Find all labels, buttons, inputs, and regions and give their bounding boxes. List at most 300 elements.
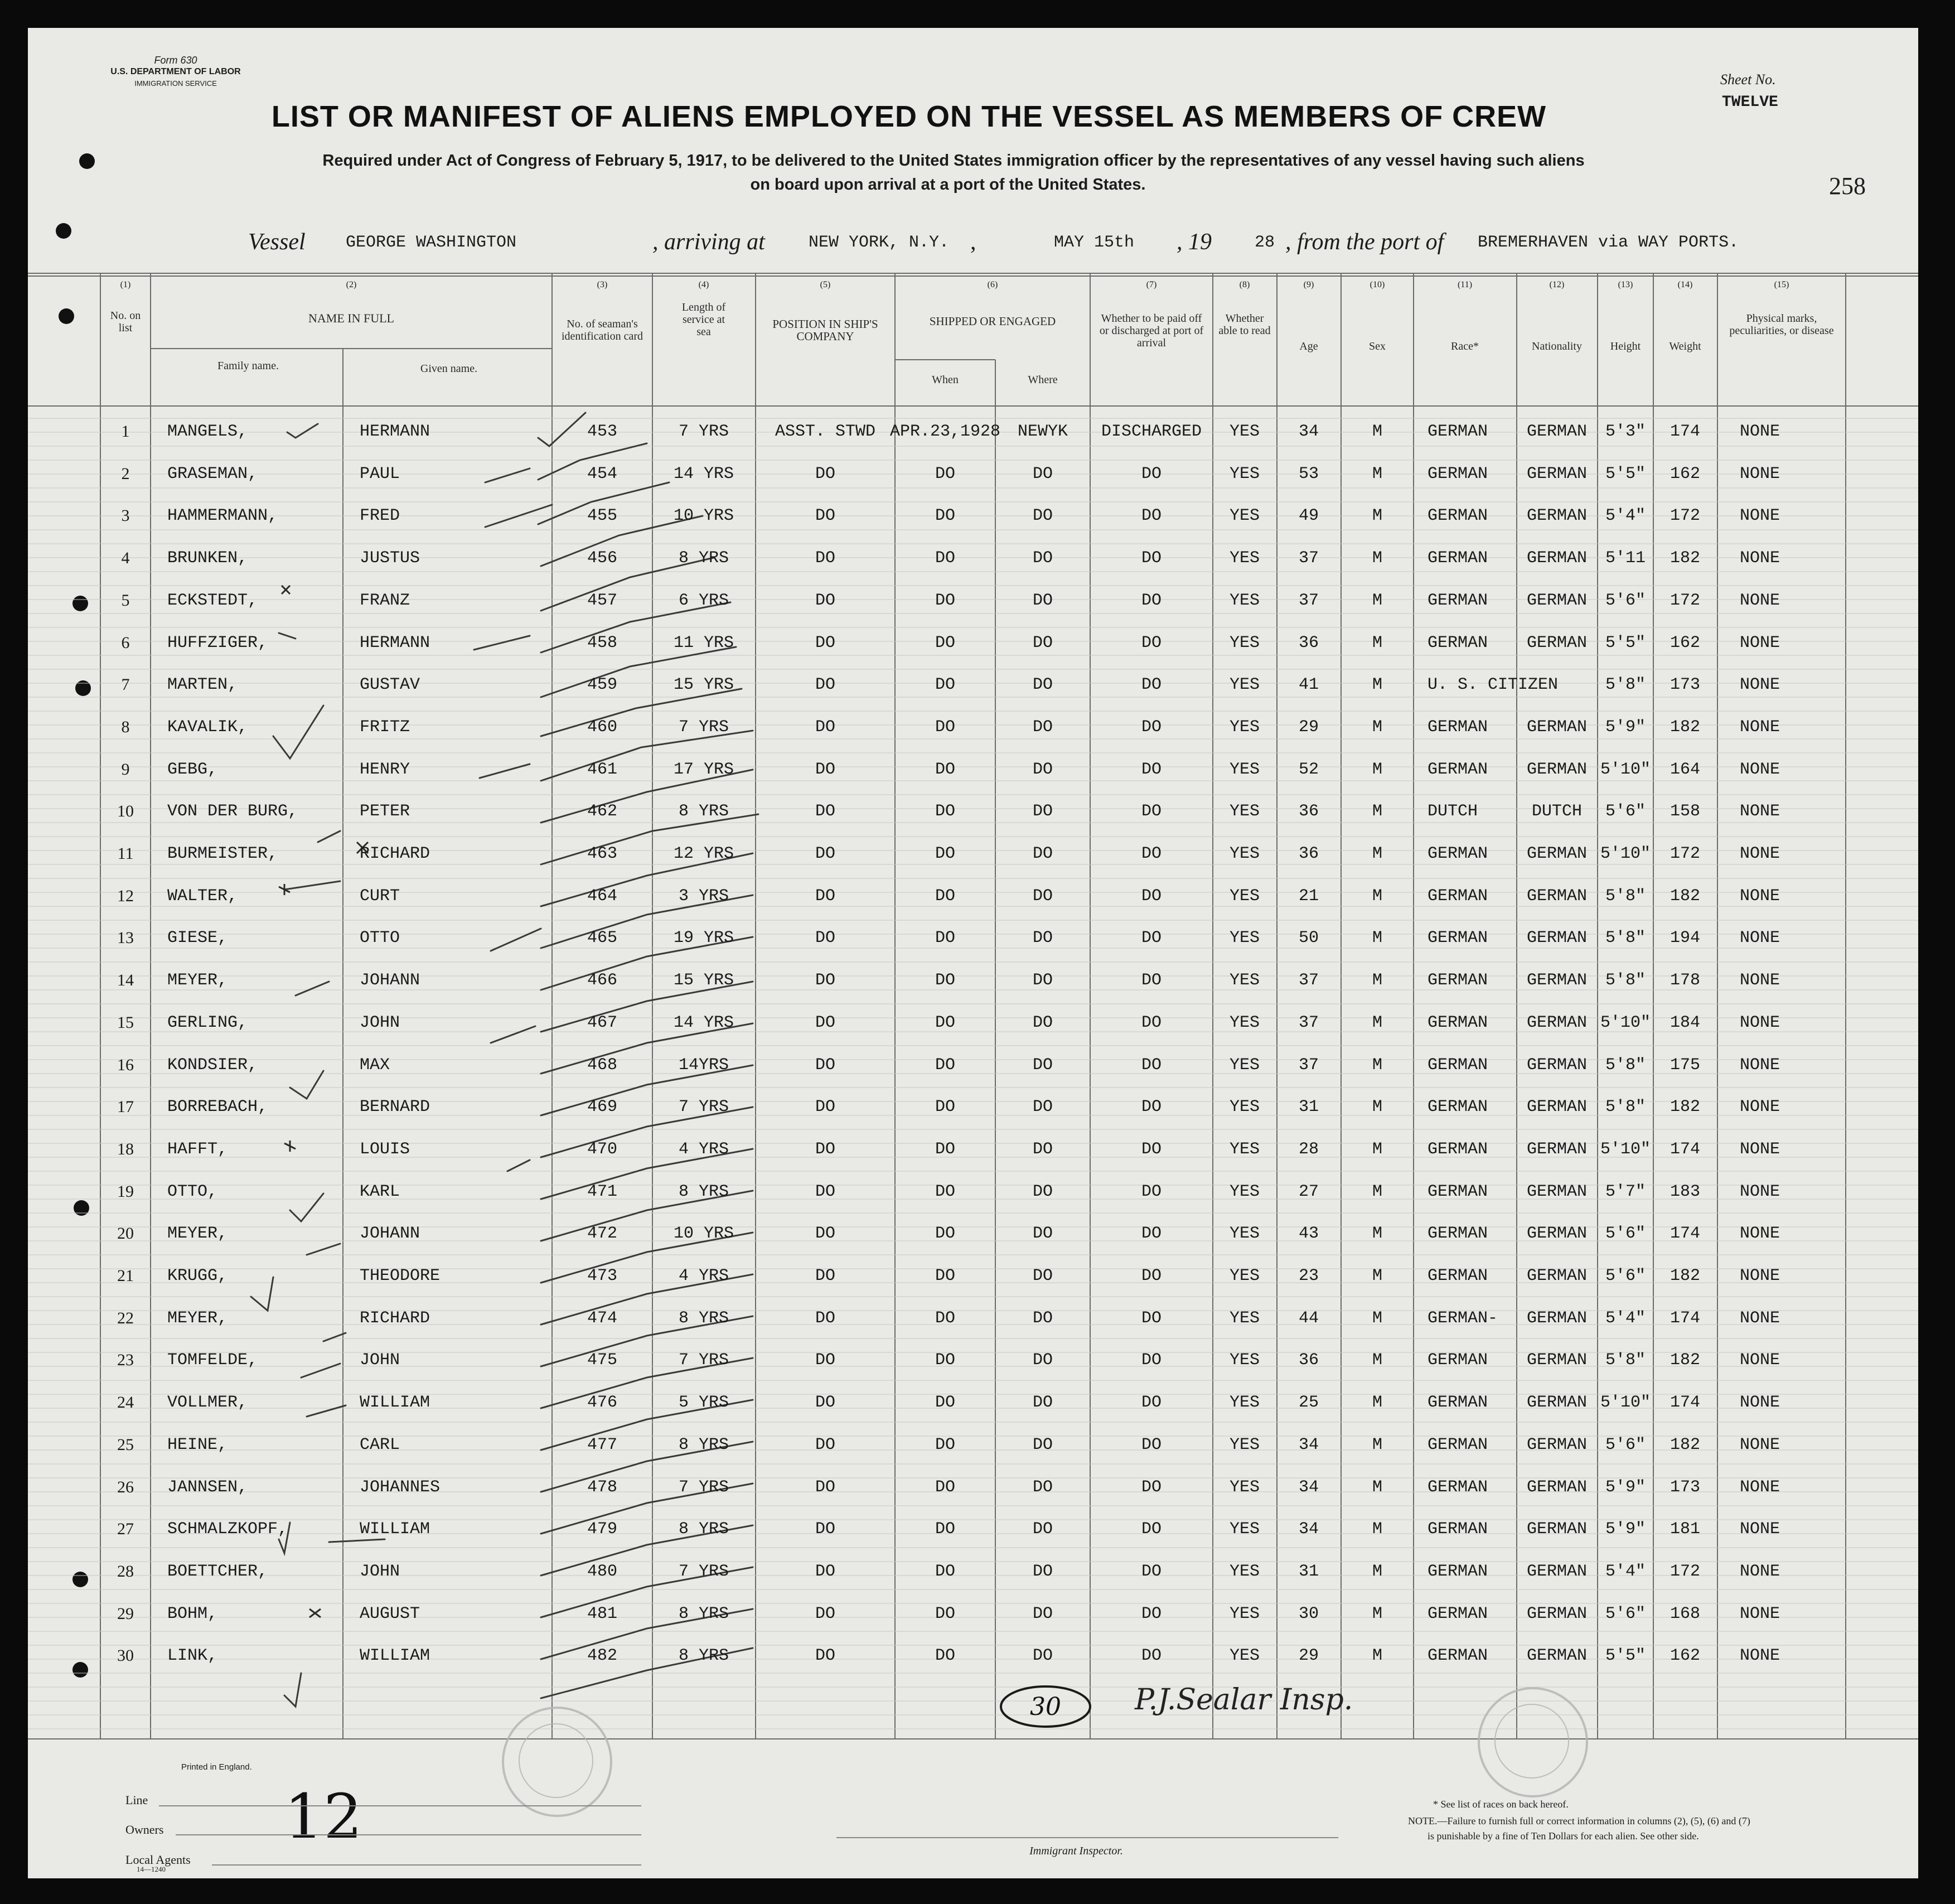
cell-family-name: KONDSIER, — [167, 1055, 258, 1075]
cell-physical-marks: NONE — [1740, 886, 1780, 906]
cell-race: GERMAN — [1427, 1646, 1488, 1666]
cell-physical-marks: NONE — [1740, 1267, 1780, 1286]
cell-height: 5'7" — [1605, 1182, 1646, 1201]
cell-service-length: 10 YRS — [673, 506, 734, 526]
cell-row-number: 1 — [121, 422, 130, 441]
cell-age: 37 — [1298, 549, 1319, 568]
port-label: , from the port of — [1285, 229, 1444, 255]
cell-weight: 181 — [1670, 1520, 1701, 1539]
cell-service-length: 8 YRS — [678, 802, 729, 821]
cell-shipped-when: DO — [935, 929, 956, 948]
cell-id-card-number: 466 — [587, 971, 618, 990]
form-subtitle-1: Required under Act of Congress of February 5, 1917, to be delivered to the United States immigration officer by the representatives of any vessel having such aliens — [322, 152, 1585, 170]
cell-physical-marks: NONE — [1740, 675, 1780, 695]
cell-shipped-when: DO — [935, 1182, 956, 1201]
cell-id-card-number: 471 — [587, 1182, 618, 1201]
cell-service-length: 6 YRS — [678, 591, 729, 610]
cell-row-number: 14 — [117, 971, 134, 990]
cell-age: 29 — [1298, 717, 1319, 737]
cell-age: 30 — [1298, 1604, 1319, 1623]
cell-physical-marks: NONE — [1740, 971, 1780, 990]
cell-shipped-where: DO — [1032, 802, 1053, 821]
cell-nationality: GERMAN — [1526, 1604, 1588, 1623]
cell-race: GERMAN — [1427, 506, 1488, 526]
cell-sex: M — [1372, 549, 1383, 568]
cell-given-name: BERNARD — [360, 1098, 430, 1117]
cell-given-name: CARL — [360, 1435, 400, 1454]
sheet-value: TWELVE — [1722, 94, 1778, 111]
cell-shipped-when: DO — [935, 1098, 956, 1117]
cell-age: 44 — [1298, 1308, 1319, 1328]
cell-able-to-read: YES — [1229, 1435, 1260, 1454]
cell-row-number: 28 — [117, 1562, 134, 1581]
cell-given-name: LOUIS — [360, 1139, 410, 1159]
cell-service-length: 10 YRS — [673, 1224, 734, 1244]
cell-family-name: GERLING, — [167, 1013, 248, 1032]
cell-sex: M — [1372, 1308, 1383, 1328]
cell-weight: 173 — [1670, 1477, 1701, 1497]
cell-nationality: GERMAN — [1526, 1646, 1588, 1666]
cell-shipped-where: DO — [1032, 1267, 1053, 1286]
cell-weight: 194 — [1670, 929, 1701, 948]
cell-nationality: GERMAN — [1526, 1351, 1588, 1370]
cell-ship-position: DO — [815, 633, 836, 653]
cell-shipped-when: DO — [935, 633, 956, 653]
cell-service-length: 7 YRS — [678, 1477, 729, 1497]
cell-id-card-number: 463 — [587, 844, 618, 863]
header-family-name: Family name. — [217, 360, 279, 372]
cell-nationality: GERMAN — [1526, 760, 1588, 779]
cell-row-number: 24 — [117, 1393, 134, 1412]
cell-age: 34 — [1298, 1435, 1319, 1454]
cell-row-number: 3 — [121, 506, 130, 525]
paper-sheet — [28, 28, 1918, 1878]
cell-race: GERMAN — [1427, 760, 1488, 779]
cell-nationality: GERMAN — [1526, 1139, 1588, 1159]
cell-height: 5'9" — [1605, 1520, 1646, 1539]
cell-shipped-where: DO — [1032, 929, 1053, 948]
cell-service-length: 3 YRS — [678, 886, 729, 906]
cell-race: GERMAN — [1427, 1098, 1488, 1117]
cell-physical-marks: NONE — [1740, 1098, 1780, 1117]
header-sex: Sex — [1369, 340, 1386, 352]
cell-able-to-read: YES — [1229, 633, 1260, 653]
cell-able-to-read: YES — [1229, 1224, 1260, 1244]
cell-shipped-where: DO — [1032, 1562, 1053, 1581]
cell-row-number: 23 — [117, 1351, 134, 1370]
cell-nationality: GERMAN — [1526, 1435, 1588, 1454]
cell-sex: M — [1372, 1182, 1383, 1201]
cell-service-length: 7 YRS — [678, 1098, 729, 1117]
cell-sex: M — [1372, 422, 1383, 441]
cell-given-name: OTTO — [360, 929, 400, 948]
cell-age: 34 — [1298, 422, 1319, 441]
cell-age: 31 — [1298, 1562, 1319, 1581]
cell-able-to-read: YES — [1229, 929, 1260, 948]
cell-physical-marks: NONE — [1740, 802, 1780, 821]
cell-row-number: 15 — [117, 1013, 134, 1032]
cell-row-number: 10 — [117, 802, 134, 821]
cell-nationality: GERMAN — [1526, 717, 1588, 737]
cell-able-to-read: YES — [1229, 1562, 1260, 1581]
department-name: U.S. DEPARTMENT OF LABOR — [110, 67, 241, 76]
cell-paid-off-status: DO — [1141, 591, 1162, 610]
cell-sex: M — [1372, 1435, 1383, 1454]
cell-paid-off-status: DO — [1141, 1308, 1162, 1328]
cell-nationality: GERMAN — [1526, 633, 1588, 653]
cell-sex: M — [1372, 464, 1383, 484]
cell-shipped-where: DO — [1032, 717, 1053, 737]
cell-weight: 162 — [1670, 633, 1701, 653]
cell-ship-position: DO — [815, 1267, 836, 1286]
consular-stamp-left-inner — [519, 1723, 593, 1798]
header-able-to-read: Whether able to read — [1218, 312, 1271, 337]
cell-race: GERMAN — [1427, 1351, 1488, 1370]
cell-ship-position: DO — [815, 675, 836, 695]
cell-weight: 184 — [1670, 1013, 1701, 1032]
cell-race: GERMAN — [1427, 422, 1488, 441]
cell-family-name: WALTER, — [167, 886, 238, 906]
cell-nationality: DUTCH — [1531, 802, 1583, 821]
cell-shipped-where: DO — [1032, 1604, 1053, 1623]
cell-age: 53 — [1298, 464, 1319, 484]
cell-paid-off-status: DO — [1141, 1013, 1162, 1032]
cell-weight: 182 — [1670, 1267, 1701, 1286]
cell-age: 31 — [1298, 1098, 1319, 1117]
cell-able-to-read: YES — [1229, 1098, 1260, 1117]
cell-height: 5'5" — [1605, 633, 1646, 653]
cell-service-length: 4 YRS — [678, 1139, 729, 1159]
cell-able-to-read: YES — [1229, 1267, 1260, 1286]
cell-row-number: 2 — [121, 464, 130, 483]
header-length-of-service: Length of service at sea — [681, 301, 726, 338]
cell-family-name: BURMEISTER, — [167, 844, 278, 863]
cell-row-number: 11 — [117, 844, 134, 863]
cell-service-length: 14 YRS — [673, 1013, 734, 1032]
cell-ship-position: DO — [815, 1055, 836, 1075]
cell-race: U. S. CITIZEN — [1427, 675, 1559, 695]
cell-ship-position: DO — [815, 1646, 836, 1666]
cell-height: 5'3" — [1605, 422, 1646, 441]
cell-family-name: BOHM, — [167, 1604, 218, 1623]
cell-able-to-read: YES — [1229, 971, 1260, 990]
header-nationality: Nationality — [1532, 340, 1582, 352]
cell-given-name: JOHN — [360, 1562, 400, 1581]
cell-ship-position: DO — [815, 760, 836, 779]
cell-id-card-number: 454 — [587, 464, 618, 484]
cell-shipped-where: DO — [1032, 464, 1053, 484]
cell-height: 5'6" — [1605, 591, 1646, 610]
column-number: (15) — [1774, 280, 1789, 289]
cell-height: 5'5" — [1605, 464, 1646, 484]
cell-weight: 158 — [1670, 802, 1701, 821]
cell-sex: M — [1372, 591, 1383, 610]
cell-able-to-read: YES — [1229, 675, 1260, 695]
cell-row-number: 8 — [121, 717, 130, 736]
cell-sex: M — [1372, 675, 1383, 695]
cell-race: GERMAN — [1427, 633, 1488, 653]
cell-sex: M — [1372, 506, 1383, 526]
cell-ship-position: DO — [815, 971, 836, 990]
cell-shipped-where: DO — [1032, 1182, 1053, 1201]
cell-race: GERMAN — [1427, 1182, 1488, 1201]
cell-shipped-where: DO — [1032, 549, 1053, 568]
cell-id-card-number: 455 — [587, 506, 618, 526]
cell-age: 23 — [1298, 1267, 1319, 1286]
cell-shipped-when: DO — [935, 717, 956, 737]
cell-weight: 172 — [1670, 506, 1701, 526]
cell-able-to-read: YES — [1229, 1055, 1260, 1075]
cell-id-card-number: 478 — [587, 1477, 618, 1497]
cell-sex: M — [1372, 844, 1383, 863]
cell-service-length: 7 YRS — [678, 1351, 729, 1370]
cell-physical-marks: NONE — [1740, 1055, 1780, 1075]
cell-shipped-when: DO — [935, 844, 956, 863]
cell-physical-marks: NONE — [1740, 1308, 1780, 1328]
cell-sex: M — [1372, 633, 1383, 653]
cell-age: 41 — [1298, 675, 1319, 695]
cell-shipped-when: DO — [935, 1646, 956, 1666]
cell-paid-off-status: DO — [1141, 1267, 1162, 1286]
cell-given-name: JOHN — [360, 1013, 400, 1032]
cell-row-number: 13 — [117, 929, 134, 948]
cell-shipped-when: DO — [935, 1055, 956, 1075]
cell-family-name: MEYER, — [167, 971, 228, 990]
cell-family-name: HAFFT, — [167, 1139, 228, 1159]
cell-race: GERMAN- — [1427, 1308, 1498, 1328]
cell-ship-position: DO — [815, 464, 836, 484]
cell-shipped-where: DO — [1032, 1435, 1053, 1454]
cell-height: 5'6" — [1605, 1604, 1646, 1623]
header-physical-marks: Physical marks, peculiarities, or disease — [1729, 312, 1834, 337]
header-paid-off: Whether to be paid off or discharged at port of arrival — [1099, 312, 1204, 349]
cell-age: 50 — [1298, 929, 1319, 948]
cell-paid-off-status: DO — [1141, 1435, 1162, 1454]
cell-able-to-read: YES — [1229, 1013, 1260, 1032]
cell-height: 5'10" — [1600, 1393, 1651, 1413]
cell-height: 5'10" — [1600, 1013, 1651, 1032]
cell-id-card-number: 470 — [587, 1139, 618, 1159]
cell-physical-marks: NONE — [1740, 1393, 1780, 1413]
cell-nationality: GERMAN — [1526, 971, 1588, 990]
cell-height: 5'8" — [1605, 1351, 1646, 1370]
cell-physical-marks: NONE — [1740, 844, 1780, 863]
cell-sex: M — [1372, 1267, 1383, 1286]
cell-id-card-number: 481 — [587, 1604, 618, 1623]
cell-id-card-number: 473 — [587, 1267, 618, 1286]
cell-paid-off-status: DO — [1141, 549, 1162, 568]
cell-able-to-read: YES — [1229, 422, 1260, 441]
cell-able-to-read: YES — [1229, 1604, 1260, 1623]
header-position: POSITION IN SHIP'S COMPANY — [772, 317, 878, 343]
cell-paid-off-status: DO — [1141, 1520, 1162, 1539]
cell-physical-marks: NONE — [1740, 506, 1780, 526]
cell-able-to-read: YES — [1229, 549, 1260, 568]
cell-shipped-when: DO — [935, 1224, 956, 1244]
arrival-date: MAY 15th — [1054, 233, 1135, 252]
cell-given-name: JOHANN — [360, 971, 420, 990]
cell-family-name: BORREBACH, — [167, 1098, 268, 1117]
cell-family-name: GIESE, — [167, 929, 228, 948]
cell-ship-position: DO — [815, 1182, 836, 1201]
cell-height: 5'11 — [1605, 549, 1646, 568]
cell-ship-position: DO — [815, 1393, 836, 1413]
form-title: LIST OR MANIFEST OF ALIENS EMPLOYED ON THE VESSEL AS MEMBERS OF CREW — [271, 100, 1547, 133]
cell-shipped-where: DO — [1032, 1520, 1053, 1539]
cell-given-name: AUGUST — [360, 1604, 420, 1623]
cell-sex: M — [1372, 1646, 1383, 1666]
cell-id-card-number: 479 — [587, 1520, 618, 1539]
cell-weight: 182 — [1670, 717, 1701, 737]
cell-service-length: 8 YRS — [678, 1520, 729, 1539]
cell-id-card-number: 468 — [587, 1055, 618, 1075]
cell-race: GERMAN — [1427, 886, 1488, 906]
cell-shipped-when: DO — [935, 1393, 956, 1413]
footer-note-fine-2: is punishable by a fine of Ten Dollars for each alien. See other side. — [1427, 1830, 1699, 1842]
cell-shipped-when: DO — [935, 506, 956, 526]
header-age: Age — [1299, 340, 1318, 352]
cell-weight: 175 — [1670, 1055, 1701, 1075]
cell-shipped-when: DO — [935, 1477, 956, 1497]
cell-given-name: PAUL — [360, 464, 400, 484]
handwritten-sheet-number: 12 — [284, 1781, 362, 1852]
cell-service-length: 17 YRS — [673, 760, 734, 779]
cell-age: 25 — [1298, 1393, 1319, 1413]
cell-shipped-where: DO — [1032, 1351, 1053, 1370]
footer-local-agents-label: Local Agents — [125, 1853, 191, 1867]
column-number: (6) — [987, 280, 998, 289]
cell-family-name: MARTEN, — [167, 675, 238, 695]
cell-service-length: 8 YRS — [678, 1646, 729, 1666]
cell-given-name: HENRY — [360, 760, 410, 779]
form-subtitle-2: on board upon arrival at a port of the United States. — [750, 176, 1146, 194]
cell-sex: M — [1372, 802, 1383, 821]
arrival-port: NEW YORK, N.Y. — [809, 233, 950, 252]
cell-given-name: CURT — [360, 886, 400, 906]
cell-age: 27 — [1298, 1182, 1319, 1201]
cell-age: 34 — [1298, 1520, 1319, 1539]
cell-given-name: HERMANN — [360, 633, 430, 653]
cell-weight: 162 — [1670, 464, 1701, 484]
cell-race: GERMAN — [1427, 464, 1488, 484]
cell-weight: 172 — [1670, 844, 1701, 863]
cell-paid-off-status: DO — [1141, 464, 1162, 484]
cell-height: 5'6" — [1605, 802, 1646, 821]
column-number: (10) — [1370, 280, 1385, 289]
cell-given-name: FRANZ — [360, 591, 410, 610]
column-number: (13) — [1618, 280, 1633, 289]
cell-age: 29 — [1298, 1646, 1319, 1666]
cell-weight: 174 — [1670, 1139, 1701, 1159]
cell-physical-marks: NONE — [1740, 1139, 1780, 1159]
cell-given-name: WILLIAM — [360, 1393, 430, 1413]
cell-weight: 174 — [1670, 422, 1701, 441]
form-number: Form 630 — [154, 55, 197, 66]
cell-race: GERMAN — [1427, 1477, 1488, 1497]
cell-given-name: JOHANNES — [360, 1477, 441, 1497]
column-number: (4) — [698, 280, 709, 289]
cell-sex: M — [1372, 1520, 1383, 1539]
header-when: When — [932, 374, 959, 386]
cell-height: 5'4" — [1605, 506, 1646, 526]
cell-weight: 182 — [1670, 1351, 1701, 1370]
cell-physical-marks: NONE — [1740, 1520, 1780, 1539]
cell-given-name: PETER — [360, 802, 410, 821]
cell-nationality: GERMAN — [1526, 506, 1588, 526]
cell-ship-position: DO — [815, 929, 836, 948]
cell-shipped-where: DO — [1032, 760, 1053, 779]
cell-row-number: 20 — [117, 1224, 134, 1243]
cell-nationality: GERMAN — [1526, 1098, 1588, 1117]
cell-row-number: 12 — [117, 886, 134, 905]
cell-family-name: VON DER BURG, — [167, 802, 298, 821]
cell-nationality: GERMAN — [1526, 886, 1588, 906]
cell-family-name: OTTO, — [167, 1182, 218, 1201]
cell-id-card-number: 475 — [587, 1351, 618, 1370]
cell-race: GERMAN — [1427, 717, 1488, 737]
cell-row-number: 16 — [117, 1055, 134, 1074]
cell-service-length: 7 YRS — [678, 422, 729, 441]
cell-height: 5'8" — [1605, 929, 1646, 948]
cell-ship-position: DO — [815, 802, 836, 821]
cell-sex: M — [1372, 1224, 1383, 1244]
cell-family-name: HUFFZIGER, — [167, 633, 268, 653]
cell-service-length: 19 YRS — [673, 929, 734, 948]
cell-ship-position: DO — [815, 844, 836, 863]
cell-race: DUTCH — [1427, 802, 1478, 821]
cell-id-card-number: 460 — [587, 717, 618, 737]
cell-shipped-where: DO — [1032, 1308, 1053, 1328]
cell-service-length: 4 YRS — [678, 1267, 729, 1286]
cell-race: GERMAN — [1427, 1520, 1488, 1539]
cell-id-card-number: 461 — [587, 760, 618, 779]
cell-physical-marks: NONE — [1740, 591, 1780, 610]
cell-weight: 174 — [1670, 1393, 1701, 1413]
header-race: Race* — [1451, 340, 1479, 352]
cell-ship-position: DO — [815, 506, 836, 526]
departure-port: BREMERHAVEN via WAY PORTS. — [1478, 233, 1739, 252]
cell-race: GERMAN — [1427, 1435, 1488, 1454]
arrival-year: 28 — [1255, 233, 1275, 252]
cell-service-length: 12 YRS — [673, 844, 734, 863]
cell-able-to-read: YES — [1229, 1520, 1260, 1539]
cell-height: 5'6" — [1605, 1267, 1646, 1286]
cell-shipped-when: DO — [935, 802, 956, 821]
cell-service-length: 7 YRS — [678, 1562, 729, 1581]
cell-paid-off-status: DO — [1141, 929, 1162, 948]
cell-service-length: 8 YRS — [678, 1435, 729, 1454]
cell-given-name: FRITZ — [360, 717, 410, 737]
cell-physical-marks: NONE — [1740, 929, 1780, 948]
cell-weight: 164 — [1670, 760, 1701, 779]
immigrant-inspector-label: Immigrant Inspector. — [1029, 1845, 1123, 1857]
cell-able-to-read: YES — [1229, 1477, 1260, 1497]
cell-race: GERMAN — [1427, 1055, 1488, 1075]
header-height: Height — [1610, 340, 1641, 352]
cell-sex: M — [1372, 1351, 1383, 1370]
cell-paid-off-status: DO — [1141, 886, 1162, 906]
cell-family-name: GEBG, — [167, 760, 218, 779]
cell-sex: M — [1372, 1477, 1383, 1497]
cell-paid-off-status: DO — [1141, 1098, 1162, 1117]
cell-service-length: 8 YRS — [678, 1308, 729, 1328]
cell-shipped-where: DO — [1032, 1646, 1053, 1666]
cell-id-card-number: 482 — [587, 1646, 618, 1666]
cell-family-name: MEYER, — [167, 1308, 228, 1328]
cell-weight: 182 — [1670, 1098, 1701, 1117]
cell-id-card-number: 467 — [587, 1013, 618, 1032]
header-no-on-list: No. on list — [110, 310, 141, 334]
